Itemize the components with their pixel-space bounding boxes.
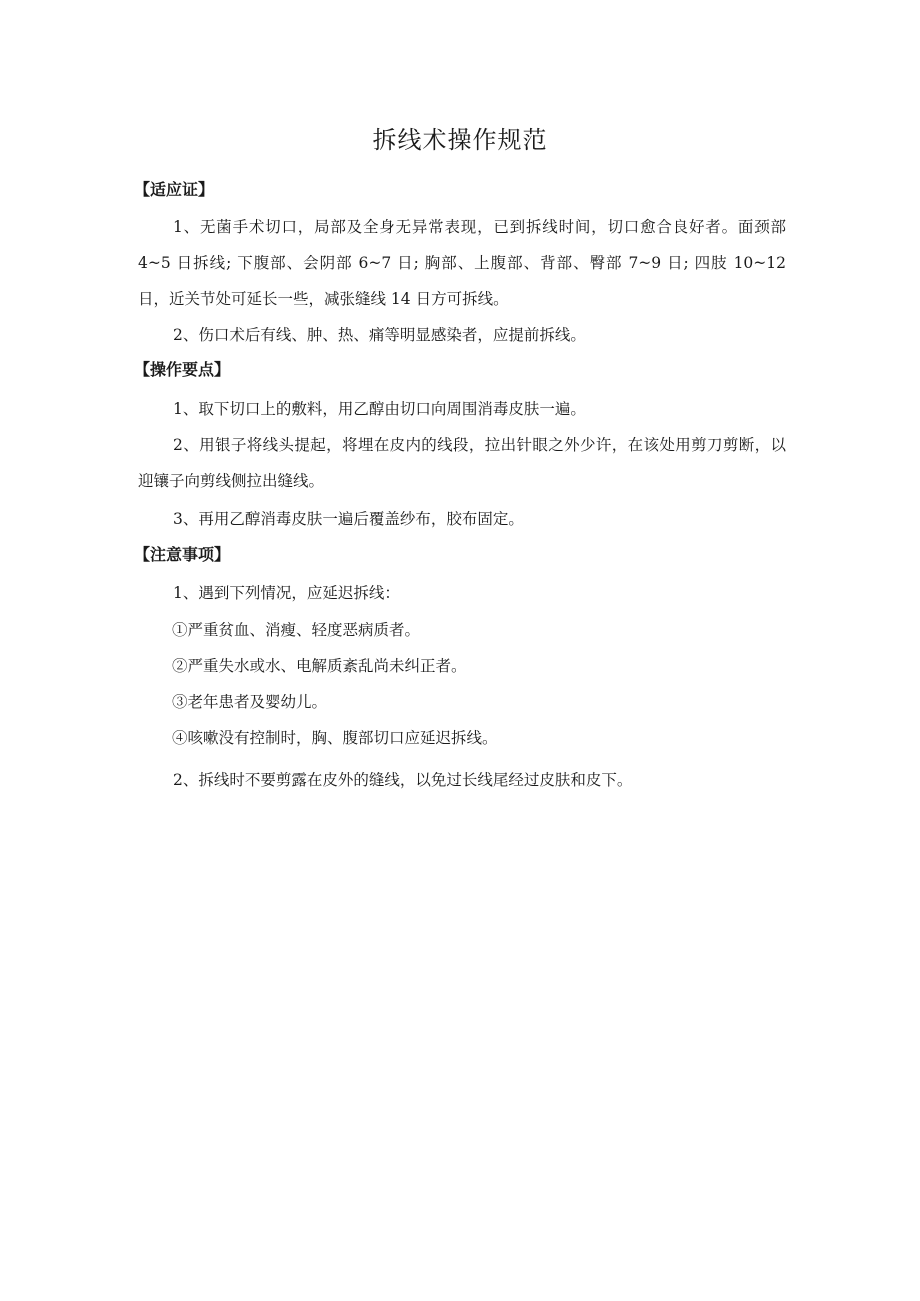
notes-list-item-2: ②严重失水或水、电解质紊乱尚未纠正者。 — [172, 657, 467, 675]
procedure-paragraph-1: 1、取下切口上的敷料，用乙醇由切口向周围消毒皮肤一遍。 — [173, 400, 586, 418]
notes-list-item-1: ①严重贫血、消瘦、轻度恶病质者。 — [172, 621, 421, 639]
notes-paragraph-1: 1、遇到下列情况，应延迟拆线： — [173, 584, 400, 602]
notes-paragraph-2: 2、拆线时不要剪露在皮外的缝线，以免过长线尾经过皮肤和皮下。 — [173, 771, 633, 789]
procedure-paragraph-2: 2、用银子将线头提起，将埋在皮内的线段，拉出针眼之外少许，在该处用剪刀剪断，以迎镶子向剪线侧拉出缝线。 — [138, 436, 786, 490]
section-heading-notes: 【注意事项】 — [134, 545, 231, 564]
notes-list-item-3: ③老年患者及婴幼儿。 — [172, 693, 328, 711]
indications-paragraph-2: 2、伤口术后有线、肿、热、痛等明显感染者，应提前拆线。 — [173, 326, 586, 344]
section-heading-indications: 【适应证】 — [134, 180, 215, 199]
page-title: 拆线术操作规范 — [372, 126, 548, 154]
notes-list-item-4: ④咳嗽没有控制时，胸、腹部切口应延迟拆线。 — [172, 729, 498, 747]
procedure-paragraph-3: 3、再用乙醇消毒皮肤一遍后覆盖纱布，胶布固定。 — [173, 510, 524, 528]
section-heading-procedure: 【操作要点】 — [134, 360, 231, 379]
indications-paragraph-1: 1、无菌手术切口，局部及全身无异常表现，已到拆线时间，切口愈合良好者。面颈部 4~5 日拆线; 下腹部、会阴部 6~7 日; 胸部、上腹部、背部、臀部 7~9 日; 四肢 10~12 日，近关节处可延长一些，减张缝线 14 日方可拆线。 — [138, 218, 786, 308]
